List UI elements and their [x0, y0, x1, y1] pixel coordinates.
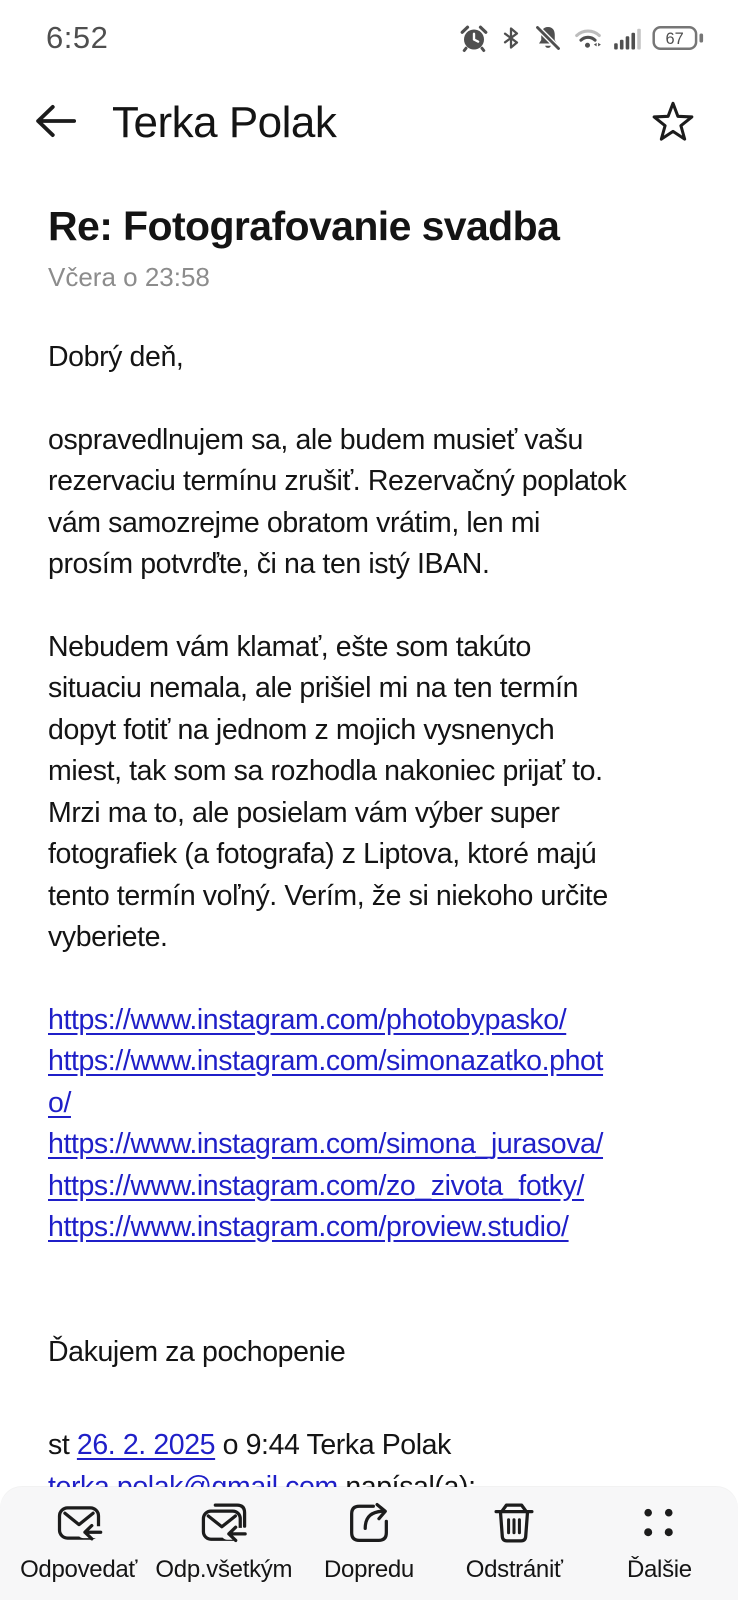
app-header — [0, 94, 738, 151]
battery-percent-text: 67 — [665, 30, 684, 49]
forward-label: Dopredu — [324, 1556, 414, 1583]
battery-icon — [652, 24, 704, 52]
email-timestamp: Včera o 23:58 — [48, 262, 210, 292]
email-body — [48, 337, 690, 1508]
instagram-link-simonazatko[interactable]: https://www.instagram.com/simonazatko.phot o/ — [48, 1045, 604, 1119]
paragraph-explanation: Nebudem vám klamať, ešte som takúto situaciu nemala, ale prišiel mi na ten termín dopyt fotiť na jednom z mojich vysnenych miest, tak som sa rozhodla nakoniec prijať to. Mrzi ma to, ale posielam vám výber super fotografiek (a fotografa) z Liptova, ktoré majú tento termín voľný. Verím, že si niekoho určite vyberiete. — [48, 630, 608, 953]
delete-label: Odstrániť — [465, 1556, 563, 1583]
status-bar — [0, 0, 738, 56]
status-icons — [459, 23, 704, 53]
favorite-button[interactable] — [648, 96, 698, 149]
notifications-muted-icon — [533, 23, 563, 53]
delete-button[interactable] — [442, 1497, 587, 1584]
closing-line: Ďakujem za pochopenie — [48, 1335, 346, 1368]
instagram-link-zo-zivota-fotky[interactable]: https://www.instagram.com/zo_zivota_fotky/ — [48, 1169, 585, 1202]
quote-prefix: st — [48, 1429, 77, 1461]
instagram-link-photobypasko[interactable]: https://www.instagram.com/photobypasko/ — [48, 1003, 567, 1036]
bottom-action-toolbar — [0, 1487, 738, 1600]
alarm-icon — [459, 23, 489, 53]
forward-button[interactable] — [296, 1497, 441, 1584]
reply-all-button[interactable] — [151, 1497, 296, 1584]
email-subject: Re: Fotografovanie svadba — [48, 203, 560, 249]
delete-icon — [488, 1497, 540, 1552]
quoted-message-header — [48, 1425, 690, 1467]
quote-suffix: o 9:44 Terka Polak — [215, 1429, 451, 1461]
more-icon — [633, 1497, 685, 1552]
signal-strength-icon — [613, 24, 643, 52]
forward-icon — [343, 1497, 395, 1552]
reply-button[interactable] — [6, 1497, 151, 1584]
instagram-links-list — [48, 1000, 690, 1249]
clock-time: 6:52 — [46, 20, 109, 55]
paragraph-cancellation: ospravedlnujem sa, ale budem musieť vašu rezervaciu termínu zrušiť. Rezervačný poplatok vám samozrejme obratom vrátim, len mi prosím potvrďte, či na ten istý IBAN. — [48, 423, 627, 580]
back-button[interactable] — [28, 94, 82, 151]
wifi-icon — [572, 23, 604, 53]
quoted-date-link[interactable]: 26. 2. 2025 — [76, 1429, 216, 1461]
greeting-paragraph: Dobrý deň, — [48, 341, 184, 373]
bluetooth-icon — [498, 23, 524, 53]
reply-label: Odpovedať — [20, 1556, 138, 1583]
instagram-link-simona-jurasova[interactable]: https://www.instagram.com/simona_jurasova/ — [48, 1128, 604, 1160]
instagram-link-proview-studio[interactable]: https://www.instagram.com/proview.studio/ — [48, 1211, 569, 1243]
reply-all-label: Odp.všetkým — [155, 1556, 293, 1583]
reply-all-icon — [198, 1497, 250, 1552]
star-icon — [648, 96, 698, 149]
sender-name-title: Terka Polak — [112, 97, 337, 147]
back-arrow-icon — [28, 94, 82, 151]
more-label: Ďalšie — [626, 1556, 692, 1583]
more-button[interactable] — [587, 1497, 732, 1584]
reply-icon — [53, 1497, 105, 1552]
